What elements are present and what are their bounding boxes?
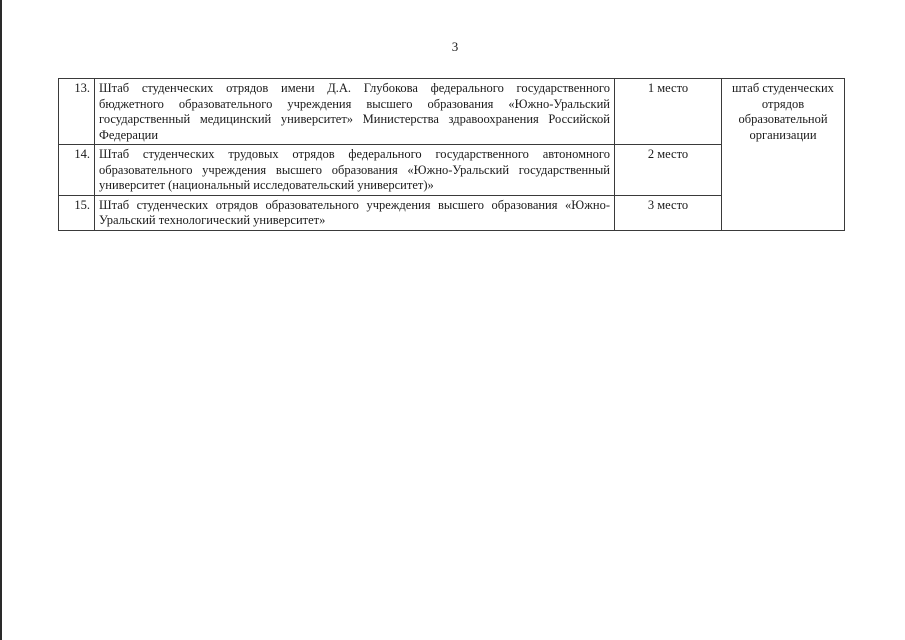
row-number: 13. [59,79,95,145]
organization-name: Штаб студенческих отрядов образовательного учреждения высшего образования «Южно-Уральский технологический университет» [95,195,615,230]
row-number: 14. [59,145,95,196]
organization-name: Штаб студенческих трудовых отрядов федерального государственного автономного образовательного учреждения высшего образования «Южно-Уральский государственный университет (национальный исследовательский университет)» [95,145,615,196]
scan-edge-line [0,0,2,640]
place-cell: 3 место [615,195,722,230]
place-cell: 2 место [615,145,722,196]
nomination-category: штаб студенческих отрядов образовательной организации [722,79,845,231]
place-cell: 1 место [615,79,722,145]
table-row [59,79,845,145]
row-number: 15. [59,195,95,230]
awards-table [58,78,845,231]
page-number: 3 [451,39,459,54]
organization-name: Штаб студенческих отрядов имени Д.А. Глубокова федерального государственного бюджетного образовательного учреждения высшего образования «Южно-Уральский государственный медицинский университет» Министерства здравоохранения Российской Федерации [95,79,615,145]
